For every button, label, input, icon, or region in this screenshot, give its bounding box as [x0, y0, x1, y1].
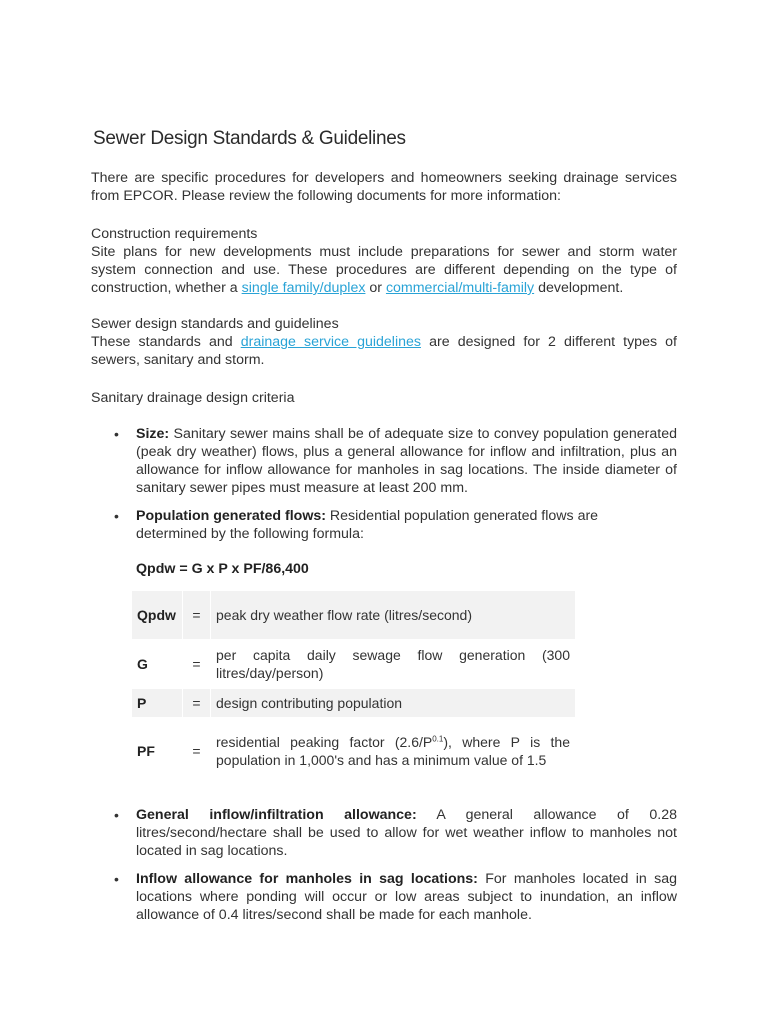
equals-cell: =	[182, 689, 211, 717]
list-item-population	[114, 507, 636, 543]
description-cell: per capita daily sewage flow generation (300 litres/day/person)	[216, 647, 570, 681]
size-text: Sanitary sewer mains shall be of adequate size to convey population generated (peak dry weather) flows, plus a general allowance for inflow and infiltration, plus an allowance for inflow allowance for manholes in sag locations. The inside diameter of sanitary sewer pipes must measure at least 200 mm.	[136, 426, 677, 496]
bullet-icon: •	[114, 871, 119, 887]
general-allowance-text: A general allowance of 0.28 litres/second/hectare shall be used to allow for wet weather inflow to manholes not located in sag locations.	[136, 807, 677, 859]
pf-desc-before: residential peaking factor (2.6/P	[216, 734, 433, 750]
sewer-standards-text-after: are designed for 2 different types of sewers, sanitary and storm.	[91, 334, 677, 368]
description-cell: peak dry weather flow rate (litres/second)	[211, 591, 575, 639]
construction-text-mid: or	[365, 280, 386, 296]
page-title: Sewer Design Standards & Guidelines	[93, 128, 406, 149]
intro-paragraph: There are specific procedures for developers and homeowners seeking drainage services from EPCOR. Please review the following documents for more information:	[91, 170, 677, 204]
list-item-general-allowance	[114, 806, 677, 860]
symbol-cell: G	[137, 656, 148, 672]
population-text: Residential population generated flows are determined by the following formula:	[136, 508, 599, 542]
population-label: Population generated flows:	[136, 508, 326, 524]
equals-cell: =	[182, 642, 211, 686]
flow-formula: Qpdw = G x P x PF/86,400	[136, 561, 309, 577]
table-row	[132, 591, 575, 639]
list-item-sag-inflow	[114, 870, 677, 924]
construction-text-before: Site plans for new developments must include preparations for sewer and storm water system connection and use. These procedures are different depending on the type of construction, whether a	[91, 244, 677, 296]
table-row	[132, 642, 575, 686]
construction-section	[91, 225, 677, 297]
construction-text-after: development.	[534, 280, 624, 296]
drainage-service-guidelines-link[interactable]: drainage service guidelines	[240, 334, 421, 350]
sewer-standards-text-before: These standards and	[91, 334, 241, 350]
bullet-icon: •	[114, 426, 119, 442]
pf-desc-after: ), where P is the population in 1,000's and has a minimum value of 1.5	[216, 734, 571, 768]
size-label: Size:	[136, 426, 170, 442]
bullet-icon: •	[114, 508, 119, 524]
general-allowance-label: General inflow/infiltration allowance:	[136, 807, 417, 823]
sewer-standards-section	[91, 315, 677, 369]
construction-heading: Construction requirements	[91, 226, 258, 242]
pf-exponent: 0.1	[432, 734, 444, 744]
symbol-cell: Qpdw	[132, 591, 182, 639]
sewer-standards-heading: Sewer design standards and guidelines	[91, 316, 339, 332]
symbol-cell: PF	[137, 743, 155, 759]
description-cell: design contributing population	[211, 689, 575, 717]
description-cell	[211, 720, 575, 782]
symbol-cell: P	[132, 689, 182, 717]
equals-cell: =	[182, 720, 211, 782]
formula-definitions-table	[132, 588, 575, 785]
sag-inflow-label: Inflow allowance for manholes in sag locations:	[136, 871, 478, 887]
equals-cell: =	[182, 591, 211, 639]
list-item-size	[114, 425, 677, 497]
single-family-duplex-link[interactable]: single family/duplex	[241, 280, 366, 296]
commercial-multi-family-link[interactable]: commercial/multi-family	[385, 280, 535, 296]
sag-inflow-text: For manholes located in sag locations where ponding will occur or low areas subject to inundation, an inflow allowance of 0.4 litres/second shall be made for each manhole.	[136, 871, 677, 923]
table-row	[132, 720, 575, 782]
sanitary-heading: Sanitary drainage design criteria	[91, 390, 295, 406]
table-row	[132, 689, 575, 717]
bullet-icon: •	[114, 807, 119, 823]
